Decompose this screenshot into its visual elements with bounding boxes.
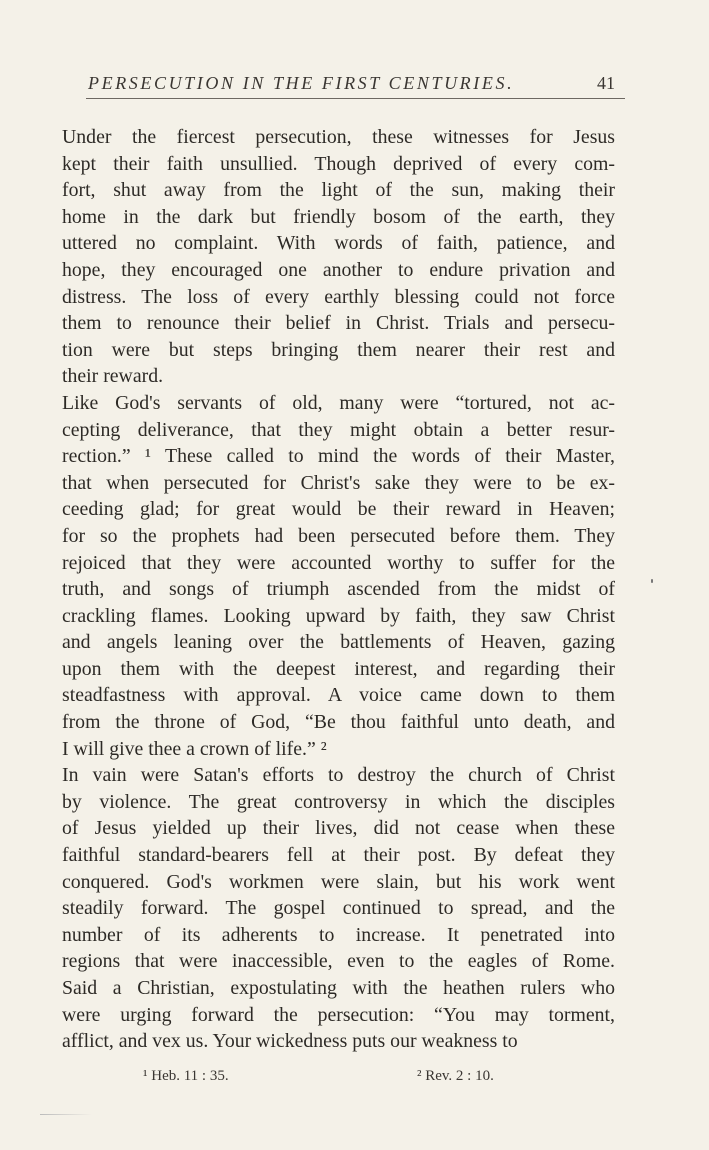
text-line: their reward. [62, 365, 164, 388]
text-line: upon them with the deepest interest, and regarding their [62, 657, 615, 680]
text-line: cepting deliverance, that they might obtain a better resur- [62, 418, 615, 441]
text-line: afflict, and vex us. Your wickedness puts our weakness to [62, 1030, 518, 1053]
text-line: were urging forward the persecution: “You may torment, [62, 1003, 615, 1026]
paragraph [62, 390, 615, 762]
page-number: 41 [597, 73, 615, 93]
footnote-1: ¹ Heb. 11 : 35. [143, 1068, 229, 1084]
text-line: crackling flames. Looking upward by faith, they saw Christ [62, 604, 615, 627]
body-text [62, 124, 615, 1055]
text-line: regions that were inaccessible, even to the eagles of Rome. [62, 950, 615, 973]
footnote-2: ² Rev. 2 : 10. [417, 1068, 494, 1084]
text-line: fort, shut away from the light of the sun, making their [62, 179, 615, 202]
footnotes [143, 1068, 543, 1092]
paragraph [62, 762, 615, 1055]
running-head [86, 73, 625, 103]
text-line: conquered. God's workmen were slain, but his work went [62, 870, 615, 893]
header-rule [86, 98, 625, 99]
text-line: home in the dark but friendly bosom of the earth, they [62, 205, 615, 228]
text-line: from the throne of God, “Be thou faithful unto death, and [62, 711, 615, 734]
paragraph [62, 124, 615, 390]
text-line: for so the prophets had been persecuted before them. They [62, 524, 615, 547]
text-line: ceeding glad; for great would be their reward in Heaven; [62, 498, 615, 521]
text-line: rejoiced that they were accounted worthy to suffer for the [62, 551, 615, 574]
text-line: steadily forward. The gospel continued to spread, and the [62, 897, 615, 920]
paragraphs-container [62, 124, 615, 1055]
page-smudge [40, 1114, 92, 1115]
text-line: them to renounce their belief in Christ. Trials and persecu- [62, 312, 615, 335]
printing-mark [651, 579, 653, 583]
text-line: tion were but steps bringing them nearer their rest and [62, 338, 615, 361]
text-line: Under the fiercest persecution, these witnesses for Jesus [62, 126, 615, 148]
text-line: number of its adherents to increase. It penetrated into [62, 923, 615, 946]
text-line: Said a Christian, expostulating with the heathen rulers who [62, 977, 615, 999]
text-line: truth, and songs of triumph ascended from the midst of [62, 578, 615, 601]
text-line: rection.” ¹ These called to mind the words of their Master, [62, 445, 615, 468]
text-line: and angels leaning over the battlements of Heaven, gazing [62, 631, 615, 654]
text-line: uttered no complaint. With words of faith, patience, and [62, 232, 615, 255]
text-line: In vain were Satan's efforts to destroy the church of Christ [62, 764, 615, 787]
text-line: that when persecuted for Christ's sake they were to be ex- [62, 471, 615, 494]
text-line: steadfastness with approval. A voice came down to them [62, 684, 615, 707]
text-line: distress. The loss of every earthly blessing could not force [62, 285, 615, 308]
text-line: hope, they encouraged one another to endure privation and [62, 258, 615, 281]
text-line: Like God's servants of old, many were “tortured, not ac- [62, 391, 615, 414]
text-line: by violence. The great controversy in which the disciples [62, 790, 615, 813]
text-line: faithful standard-bearers fell at their post. By defeat they [62, 844, 615, 867]
text-line: kept their faith unsullied. Though deprived of every com- [62, 152, 615, 175]
text-line: of Jesus yielded up their lives, did not cease when these [62, 817, 615, 840]
running-title: PERSECUTION IN THE FIRST CENTURIES. [88, 73, 515, 93]
text-line: I will give thee a crown of life.” ² [62, 737, 327, 760]
